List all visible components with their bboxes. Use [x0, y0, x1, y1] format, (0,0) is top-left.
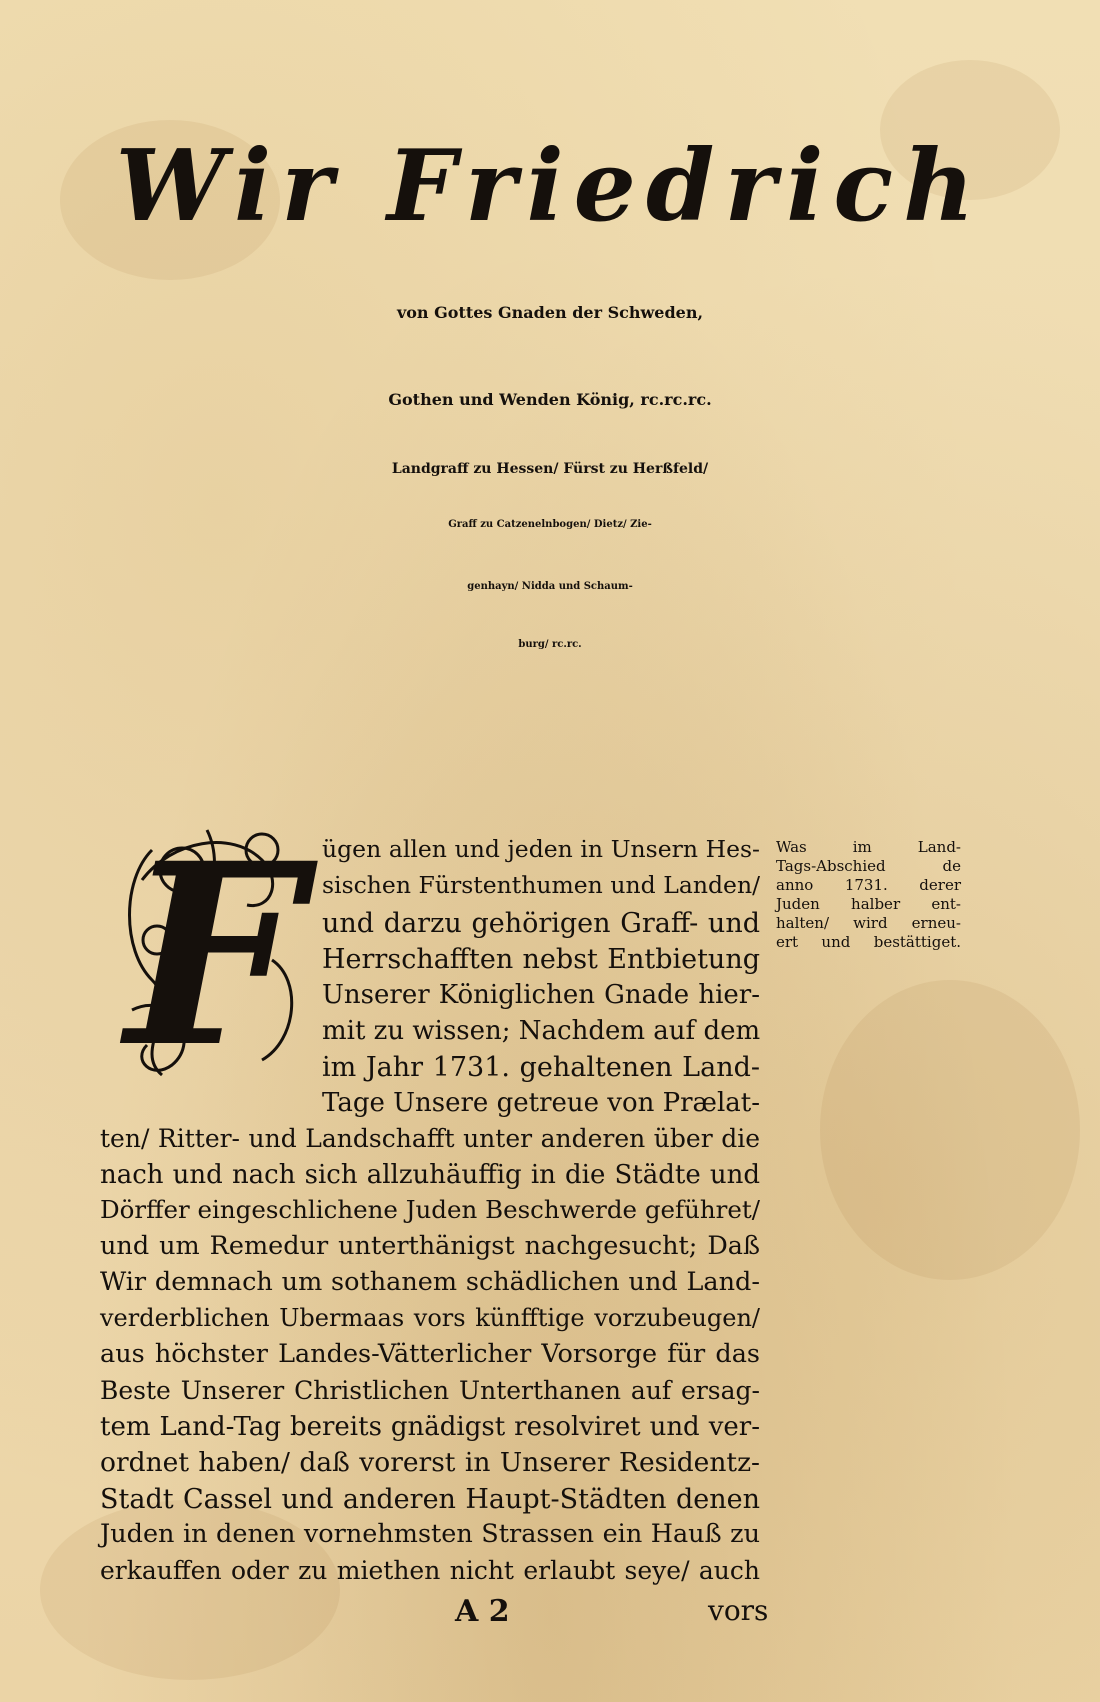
title-line-3: Gothen und Wenden König, rc.rc.rc.	[388, 390, 712, 409]
signature-mark: A 2	[455, 1594, 510, 1629]
catchword: vors	[708, 1594, 769, 1627]
body-line-18: ordnet haben/ daß vorerst in Unserer Residentz-	[100, 1447, 760, 1478]
margin-note	[776, 838, 961, 952]
body-line-8: Tage Unsere getreue von Prælat-	[322, 1088, 761, 1118]
body-line-7: im Jahr 1731. gehaltenen Land-	[322, 1052, 760, 1083]
body-line-11: Dörffer eingeschlichene Juden Beschwerde geführet/	[100, 1195, 760, 1224]
body-line-9: ten/ Ritter- und Landschafft unter anderen über die	[100, 1124, 760, 1153]
title-line-5: Graff zu Catzenelnbogen/ Dietz/ Zie-	[448, 519, 652, 530]
body-line-16: Beste Unserer Christlichen Unterthanen auf ersag-	[100, 1376, 760, 1405]
body-line-2: sischen Fürstenthumen und Landen/	[322, 871, 760, 899]
body-line-17: tem Land-Tag bereits gnädigst resolviret und ver-	[100, 1412, 760, 1442]
title-line-6: genhayn/ Nidda und Schaum-	[467, 581, 633, 592]
body-line-19: Stadt Cassel und anderen Haupt-Städten denen	[100, 1484, 760, 1515]
drop-cap-letter: F	[125, 808, 304, 1102]
body-line-20: Juden in denen vornehmsten Strassen ein Hauß zu	[100, 1519, 760, 1549]
body-line-15: aus höchster Landes-Vätterlicher Vorsorge für das	[100, 1339, 760, 1369]
body-line-10: nach und nach sich allzuhäuffig in die Städte und	[100, 1160, 760, 1190]
margin-note-line: halten/ wird erneu-	[776, 914, 961, 932]
title-line-4: Landgraff zu Hessen/ Fürst zu Herßfeld/	[391, 461, 709, 477]
title-line-1: Wir Friedrich	[115, 129, 985, 244]
margin-note-line: Tags-Abschied de	[776, 857, 961, 875]
margin-note-line: Juden halber ent-	[776, 895, 961, 913]
body-line-3: und darzu gehörigen Graff- und	[322, 908, 760, 939]
body-line-4: Herrschafften nebst Entbietung	[322, 944, 760, 975]
title-line-7: burg/ rc.rc.	[518, 639, 582, 650]
body-line-12: und um Remedur unterthänigst nachgesucht; Daß	[100, 1231, 760, 1261]
body-line-1: ügen allen und jeden in Unsern Hes-	[322, 835, 760, 863]
title-line-2: von Gottes Gnaden der Schweden,	[396, 303, 704, 322]
margin-note-line: anno 1731. derer	[776, 876, 961, 894]
body-line-5: Unserer Königlichen Gnade hier-	[322, 980, 760, 1010]
body-line-6: mit zu wissen; Nachdem auf dem	[322, 1016, 761, 1046]
drop-cap	[112, 810, 317, 1100]
body-line-13: Wir demnach um sothanem schädlichen und Land-	[100, 1267, 760, 1297]
margin-note-line: Was im Land-	[776, 838, 961, 856]
body-line-21: erkauffen oder zu miethen nicht erlaubt seye/ auch	[100, 1556, 760, 1585]
paper-stain	[820, 980, 1080, 1280]
margin-note-line: ert und bestättiget.	[776, 933, 961, 951]
body-line-14: verderblichen Ubermaas vors künfftige vorzubeugen/	[100, 1304, 760, 1332]
